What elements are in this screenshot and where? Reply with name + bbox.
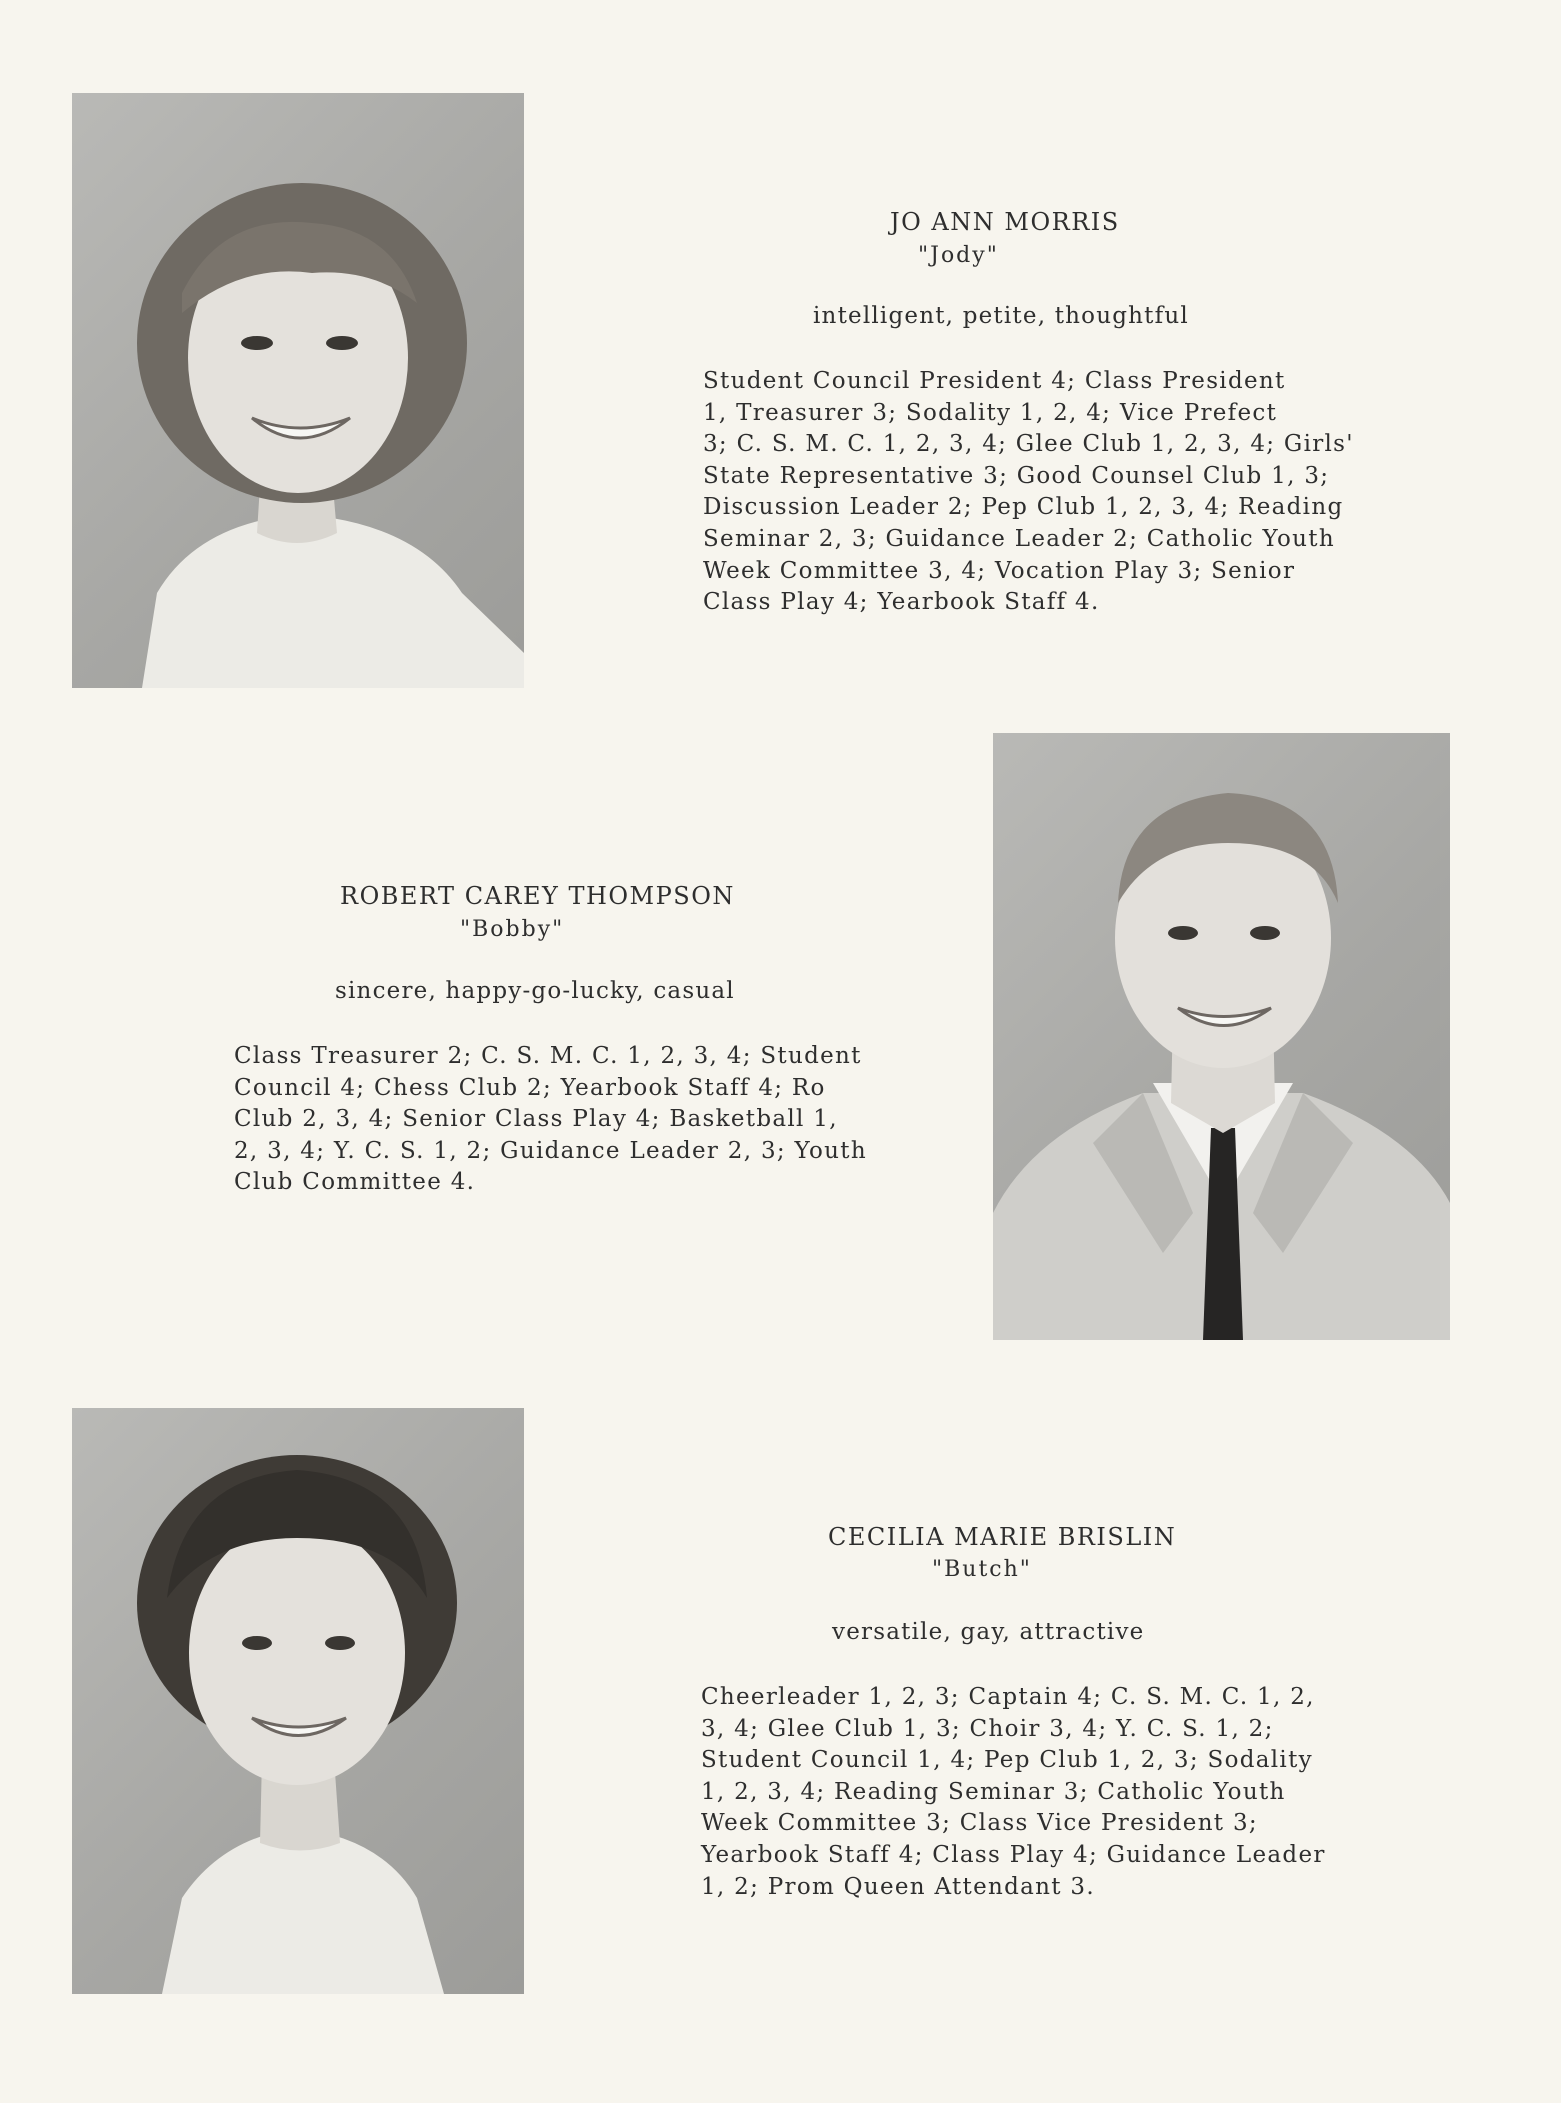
activities-line: Cheerleader 1, 2, 3; Captain 4; C. S. M. C. 1, 2, [701, 1684, 1315, 1710]
activities-line: Student Council President 4; Class President [703, 368, 1286, 394]
student-traits: sincere, happy-go-lucky, casual [335, 978, 735, 1004]
activities-line: 1, Treasurer 3; Sodality 1, 2, 4; Vice Prefect [703, 399, 1278, 426]
student-photo-robert-carey-thompson [993, 733, 1450, 1340]
activities-line: Club 2, 3, 4; Senior Class Play 4; Basketball 1, [234, 1106, 838, 1133]
activities-line: State Representative 3; Good Counsel Club 1, 3; [703, 462, 1330, 489]
activities-line: Week Committee 3; Class Vice President 3; [701, 1810, 1258, 1837]
student-photo-jo-ann-morris [72, 93, 524, 688]
activities-line: Club Committee 4. [234, 1169, 476, 1196]
student-nickname: "Jody" [918, 243, 999, 268]
activities-line: Seminar 2, 3; Guidance Leader 2; Catholic Youth [703, 525, 1335, 552]
activities-line: Class Treasurer 2; C. S. M. C. 1, 2, 3, 4; Student [234, 1043, 862, 1069]
student-name: ROBERT CAREY THOMPSON [340, 882, 735, 910]
student-activities [234, 1041, 867, 1199]
activities-line: 2, 3, 4; Y. C. S. 1, 2; Guidance Leader 2, 3; Youth [234, 1137, 867, 1164]
student-name: CECILIA MARIE BRISLIN [828, 1523, 1177, 1551]
activities-line: 3, 4; Glee Club 1, 3; Choir 3, 4; Y. C. S. 1, 2; [701, 1715, 1274, 1742]
student-activities [703, 366, 1354, 619]
student-nickname: "Butch" [932, 1557, 1032, 1582]
student-nickname: "Bobby" [460, 917, 565, 942]
activities-line: Week Committee 3, 4; Vocation Play 3; Senior [703, 557, 1296, 584]
activities-line: Student Council 1, 4; Pep Club 1, 2, 3; Sodality [701, 1747, 1313, 1774]
activities-line: 1, 2; Prom Queen Attendant 3. [701, 1873, 1095, 1900]
activities-line: 3; C. S. M. C. 1, 2, 3, 4; Glee Club 1, 2, 3, 4; Girls' [703, 431, 1354, 458]
activities-line: Class Play 4; Yearbook Staff 4. [703, 589, 1100, 616]
activities-line: Discussion Leader 2; Pep Club 1, 2, 3, 4; Reading [703, 494, 1344, 521]
activities-line: 1, 2, 3, 4; Reading Seminar 3; Catholic Youth [701, 1778, 1286, 1805]
student-photo-cecilia-marie-brislin [72, 1408, 524, 1994]
activities-line: Yearbook Staff 4; Class Play 4; Guidance Leader [701, 1841, 1326, 1868]
student-traits: intelligent, petite, thoughtful [813, 303, 1189, 329]
activities-line: Council 4; Chess Club 2; Yearbook Staff 4; Ro [234, 1074, 826, 1101]
student-activities [701, 1682, 1326, 1903]
student-traits: versatile, gay, attractive [832, 1619, 1145, 1645]
student-name: JO ANN MORRIS [890, 208, 1120, 236]
